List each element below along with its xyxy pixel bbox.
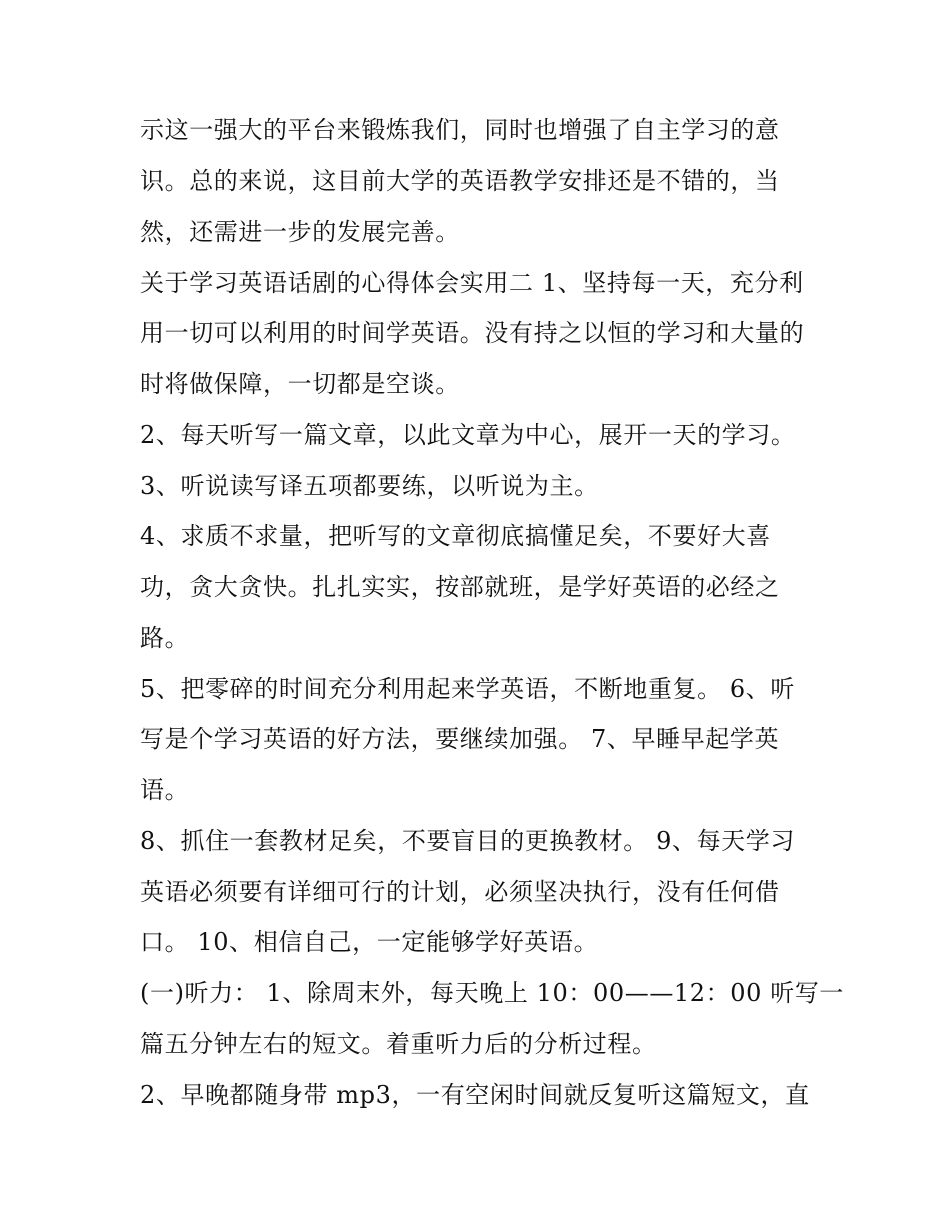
text-line: 口。 10、相信自己，一定能够学好英语。: [140, 928, 599, 956]
text-line: 写是个学习英语的好方法，要继续加强。 7、早睡早起学英: [140, 725, 780, 753]
text-line: (一)听力： 1、除周末外，每天晚上 10：00——12：00 听写一: [140, 979, 845, 1007]
text-line: 用一切可以利用的时间学英语。没有持之以恒的学习和大量的: [140, 319, 805, 347]
text-line: 2、每天听写一篇文章，以此文章为中心，展开一天的学习。: [140, 421, 796, 449]
text-line: 识。总的来说，这目前大学的英语教学安排还是不错的，当: [140, 167, 780, 195]
text-line: 语。: [140, 776, 190, 804]
text-line: 3、听说读写译五项都要练，以听说为主。: [140, 472, 599, 500]
text-line: 示这一强大的平台来锻炼我们，同时也增强了自主学习的意: [140, 116, 780, 144]
text-line: 路。: [140, 624, 190, 652]
text-line: 篇五分钟左右的短文。着重听力后的分析过程。: [140, 1030, 657, 1058]
text-line: 4、求质不求量，把听写的文章彻底搞懂足矣，不要好大喜: [140, 522, 771, 550]
text-line: 8、抓住一套教材足矣，不要盲目的更换教材。 9、每天学习: [140, 827, 795, 855]
text-line: 2、早晚都随身带 mp3，一有空闲时间就反复听这篇短文，直: [140, 1081, 810, 1109]
text-line: 英语必须要有详细可行的计划，必须坚决执行，没有任何借: [140, 878, 780, 906]
text-line: 然，还需进一步的发展完善。: [140, 218, 460, 246]
text-line: 5、把零碎的时间充分利用起来学英语，不断地重复。 6、听: [140, 675, 795, 703]
text-line: 关于学习英语话剧的心得体会实用二 1、坚持每一天，充分利: [140, 269, 804, 297]
text-line: 功，贪大贪快。扎扎实实，按部就班，是学好英语的必经之: [140, 573, 780, 601]
text-line: 时将做保障，一切都是空谈。: [140, 370, 460, 398]
